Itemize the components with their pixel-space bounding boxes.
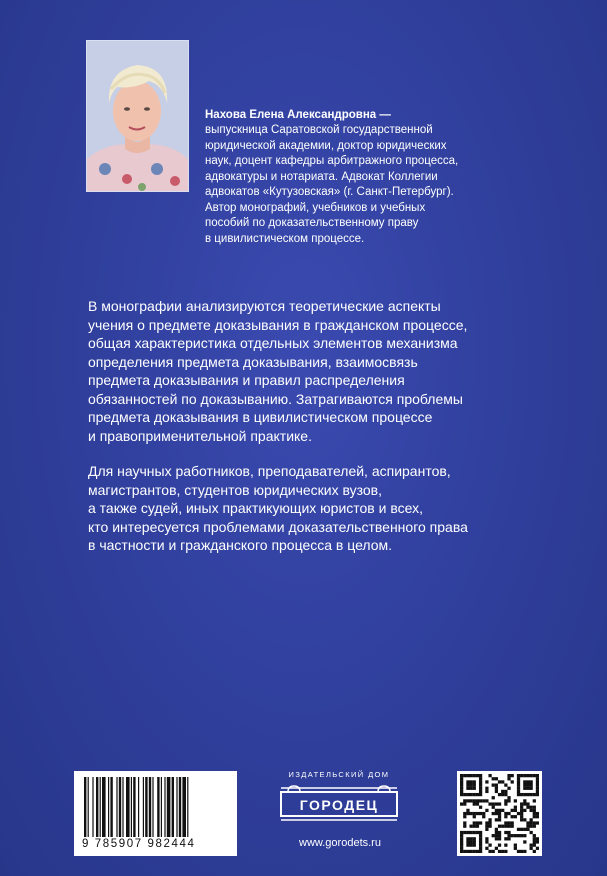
annotation-line: В монографии анализируются теоретические аспекты xyxy=(88,298,441,314)
isbn-digits: 9 785907 982444 xyxy=(82,838,196,850)
publisher-logo-text: ГОРОДЕЦ xyxy=(299,797,379,813)
author-bio-line: адвокатуры и нотариата. Адвокат Коллегии xyxy=(205,170,438,183)
audience-line: магистрантов, студентов юридических вузов, xyxy=(88,481,382,498)
publisher-block xyxy=(276,770,402,824)
author-bio-line: наук, доцент кафедры арбитражного процесса, xyxy=(205,155,459,167)
publisher-logo xyxy=(280,784,398,824)
author-photo xyxy=(86,40,189,192)
annotation-line: обязанностей по доказыванию. Затрагиваются проблемы xyxy=(88,390,463,407)
isbn-barcode xyxy=(74,771,237,856)
author-bio-line: в цивилистическом процессе. xyxy=(205,232,365,245)
annotation-line: определения предмета доказывания, взаимосвязь xyxy=(88,353,418,370)
author-bio-line: выпускница Саратовской государственной xyxy=(205,124,433,136)
publisher-url: www.gorodets.ru xyxy=(299,837,381,849)
audience-line: кто интересуется проблемами доказательственного права xyxy=(88,518,468,535)
book-annotation xyxy=(88,297,558,445)
annotation-line: предмета доказывания в цивилистическом процессе xyxy=(88,409,433,425)
barcode-bars xyxy=(84,777,227,837)
qr-code xyxy=(457,771,542,856)
annotation-line: общая характеристика отдельных элементов механизма xyxy=(88,335,458,351)
audience-line: Для научных работников, преподавателей, аспирантов, xyxy=(88,463,451,479)
author-bio xyxy=(205,123,525,247)
audience-line: в частности и гражданского процесса в целом. xyxy=(88,537,393,553)
author-bio-line: Автор монографий, учебников и учебных xyxy=(205,201,426,214)
publisher-label: ИЗДАТЕЛЬСКИЙ ДОМ xyxy=(288,770,390,779)
author-name: Нахова Елена Александровна — xyxy=(205,109,391,121)
target-audience xyxy=(88,462,558,555)
annotation-line: предмета доказывания и правил распределения xyxy=(88,372,405,388)
author-bio-line: пособий по доказательственному праву xyxy=(205,217,419,229)
author-bio-line: адвокатов «Кутузовская» (г. Санкт-Петербург). xyxy=(205,186,454,198)
annotation-line: учения о предмете доказывания в гражданском процессе, xyxy=(88,316,468,333)
qr-code-pattern xyxy=(460,774,539,853)
audience-line: а также судей, иных практикующих юристов и всех, xyxy=(88,500,423,516)
annotation-line: и правоприменительной практике. xyxy=(88,427,312,444)
author-bio-line: юридической академии, доктор юридических xyxy=(205,139,447,152)
